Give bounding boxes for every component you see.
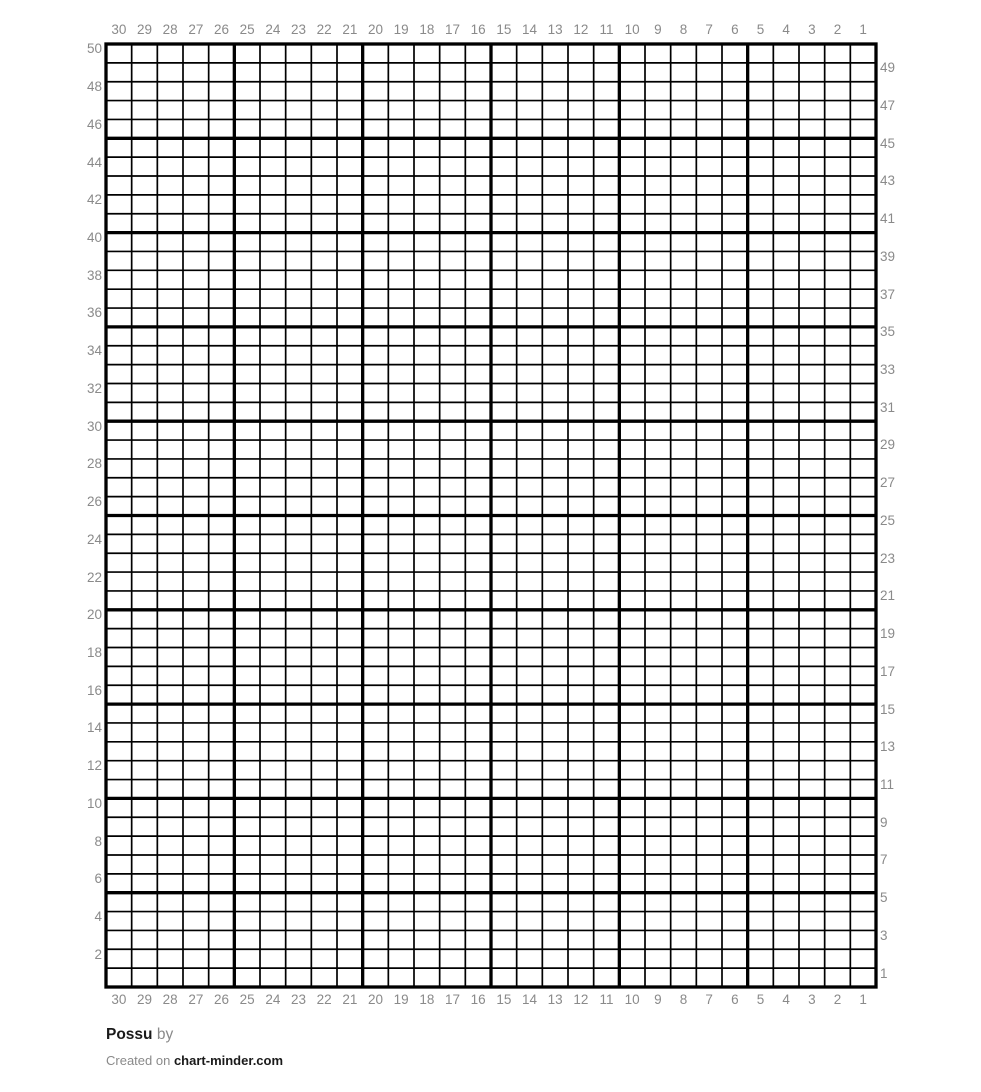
bottom-column-label: 6	[731, 992, 739, 1007]
left-row-label: 10	[86, 795, 102, 811]
top-column-label: 13	[547, 22, 563, 37]
top-column-label: 26	[213, 22, 230, 37]
chart-title: Possu	[106, 1026, 153, 1043]
right-row-label: 7	[880, 852, 888, 868]
top-column-label: 1	[859, 22, 867, 37]
bottom-column-label: 30	[111, 992, 127, 1007]
top-column-label: 17	[444, 22, 461, 37]
right-row-label: 17	[880, 663, 896, 679]
top-column-label: 23	[290, 22, 307, 37]
bottom-column-label: 23	[290, 992, 307, 1007]
right-row-label: 47	[880, 98, 896, 113]
top-column-label: 16	[470, 22, 486, 37]
right-row-label: 21	[880, 588, 896, 604]
bottom-column-label: 18	[419, 992, 435, 1007]
bottom-column-label: 14	[521, 992, 538, 1007]
right-row-label: 49	[880, 60, 896, 76]
top-column-label: 8	[679, 22, 688, 37]
right-row-label: 9	[880, 814, 888, 830]
bottom-column-label: 20	[367, 992, 384, 1007]
right-row-label: 23	[880, 550, 896, 566]
stitch-grid[interactable]	[104, 42, 878, 989]
left-row-label: 20	[86, 607, 102, 623]
bottom-column-label: 21	[342, 992, 358, 1007]
top-column-label: 30	[111, 22, 127, 37]
bottom-column-label: 24	[265, 992, 281, 1007]
left-row-label: 40	[86, 230, 102, 246]
left-row-label: 24	[86, 531, 102, 547]
bottom-column-label: 17	[444, 992, 461, 1007]
top-column-label: 10	[624, 22, 640, 37]
top-column-label: 4	[782, 22, 790, 37]
bottom-column-label: 11	[599, 992, 614, 1007]
top-column-label: 3	[808, 22, 816, 37]
left-row-label: 42	[86, 192, 102, 208]
right-row-label: 31	[880, 399, 896, 415]
top-column-label: 19	[393, 22, 409, 37]
right-row-label: 25	[880, 512, 896, 528]
left-row-label: 14	[86, 720, 102, 736]
left-row-label: 32	[86, 380, 102, 396]
top-column-label: 12	[573, 22, 589, 37]
left-row-label: 34	[86, 343, 102, 359]
top-column-label: 24	[265, 22, 281, 37]
bottom-column-label: 22	[316, 992, 332, 1007]
top-column-label: 9	[654, 22, 662, 37]
left-row-label: 2	[94, 946, 102, 962]
right-row-label: 1	[880, 965, 888, 981]
left-row-label: 18	[86, 644, 102, 660]
bottom-column-label: 8	[679, 992, 688, 1007]
right-row-label: 5	[880, 890, 888, 906]
top-column-label: 20	[367, 22, 384, 37]
bottom-column-label: 27	[188, 992, 204, 1007]
bottom-column-label: 4	[782, 992, 790, 1007]
bottom-column-label: 26	[213, 992, 230, 1007]
top-column-label: 27	[188, 22, 204, 37]
right-row-label: 35	[880, 324, 896, 340]
left-row-label: 28	[86, 456, 102, 472]
top-column-label: 21	[342, 22, 358, 37]
top-column-label: 15	[496, 22, 512, 37]
chart-title-line	[106, 1026, 173, 1044]
credit-prefix: Created on	[106, 1053, 171, 1068]
bottom-column-label: 15	[496, 992, 512, 1007]
right-row-label: 29	[880, 437, 896, 453]
right-row-label: 13	[880, 739, 896, 755]
left-row-label: 12	[86, 758, 102, 774]
left-row-label: 26	[86, 494, 102, 510]
bottom-column-label: 25	[239, 992, 255, 1007]
bottom-column-label: 28	[162, 992, 178, 1007]
left-row-label: 16	[86, 682, 102, 698]
right-row-label: 37	[880, 286, 896, 302]
bottom-column-label: 19	[393, 992, 409, 1007]
bottom-column-label: 2	[833, 992, 842, 1007]
top-column-label: 18	[419, 22, 435, 37]
top-column-label: 14	[521, 22, 538, 37]
top-column-label: 11	[599, 22, 614, 37]
right-row-label: 19	[880, 626, 896, 642]
site-link[interactable]: chart-minder.com	[173, 1053, 284, 1068]
left-row-label: 22	[86, 569, 102, 585]
left-row-label: 6	[94, 871, 102, 887]
bottom-column-label: 12	[573, 992, 589, 1007]
top-column-label: 6	[731, 22, 739, 37]
left-row-label: 8	[94, 833, 102, 849]
left-row-label: 44	[86, 154, 102, 170]
top-column-label: 25	[239, 22, 255, 37]
bottom-column-label: 13	[547, 992, 563, 1007]
left-row-label: 36	[86, 305, 102, 321]
left-row-label: 4	[94, 908, 102, 924]
right-row-label: 39	[880, 248, 896, 264]
bottom-column-label: 9	[654, 992, 662, 1007]
left-row-label: 38	[86, 267, 102, 283]
left-row-label: 30	[86, 418, 102, 434]
bottom-column-label: 16	[470, 992, 486, 1007]
top-column-label: 29	[136, 22, 153, 37]
bottom-column-label: 5	[756, 992, 765, 1007]
right-row-label: 45	[880, 135, 896, 151]
left-row-label: 50	[86, 41, 102, 57]
top-column-label: 7	[705, 22, 713, 37]
bottom-column-label: 3	[808, 992, 816, 1007]
bottom-column-label: 29	[136, 992, 153, 1007]
right-row-label: 43	[880, 173, 896, 189]
top-column-label: 5	[756, 22, 765, 37]
credit-line	[106, 1053, 283, 1068]
right-row-label: 3	[880, 927, 888, 943]
top-column-label: 28	[162, 22, 178, 37]
bottom-column-label: 10	[624, 992, 640, 1007]
chart-by-label: by	[156, 1026, 174, 1043]
right-row-label: 15	[880, 701, 896, 717]
right-row-label: 33	[880, 362, 896, 378]
bottom-column-label: 7	[705, 992, 713, 1007]
bottom-column-label: 1	[859, 992, 867, 1007]
top-column-label: 2	[833, 22, 842, 37]
top-column-label: 22	[316, 22, 332, 37]
left-row-label: 46	[86, 116, 102, 132]
right-row-label: 41	[880, 211, 896, 227]
left-row-label: 48	[86, 79, 102, 95]
right-row-label: 11	[880, 776, 895, 792]
right-row-label: 27	[880, 475, 896, 491]
